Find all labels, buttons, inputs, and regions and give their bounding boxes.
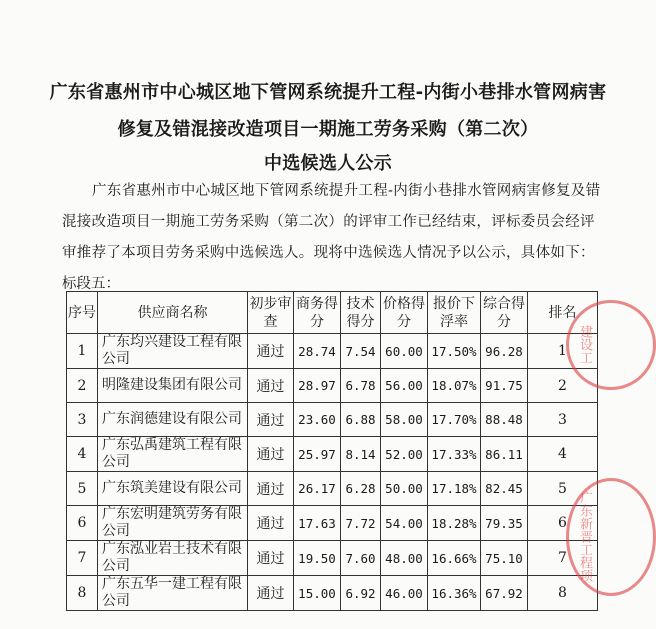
table-row: [67, 403, 598, 437]
preliminary-review-cell: 通过: [248, 576, 294, 611]
discount-rate-cell: 16.36%: [428, 576, 481, 611]
total-score-cell: 79.35: [481, 506, 528, 541]
technical-score-cell: 7.60: [341, 541, 381, 576]
seal-stamp-2: [566, 478, 656, 596]
table-row: [67, 576, 598, 611]
technical-score-cell: 6.78: [341, 369, 381, 403]
title-line-2: 修复及错混接改造项目一期施工劳务采购（第二次）: [117, 119, 539, 140]
column-header: 价格得分: [381, 292, 428, 334]
price-score-cell: 54.00: [381, 506, 428, 541]
price-score-cell: 46.00: [381, 576, 428, 611]
header-row: [67, 292, 598, 334]
column-header: 排名: [528, 292, 598, 334]
total-score-cell: 86.11: [481, 437, 528, 472]
supplier-name-cell: 明隆建设集团有限公司: [98, 369, 248, 403]
technical-score-cell: 6.28: [341, 472, 381, 506]
business-score-cell: 28.74: [294, 334, 341, 369]
table-row: [67, 541, 598, 576]
price-score-cell: 48.00: [381, 541, 428, 576]
table-row: [67, 472, 598, 506]
rank-cell: 8: [528, 576, 598, 611]
total-score-cell: 88.48: [481, 403, 528, 437]
column-header: 序号: [67, 292, 98, 334]
price-score-cell: 56.00: [381, 369, 428, 403]
supplier-name-cell: 广东均兴建设工程有限公司: [98, 334, 248, 369]
business-score-cell: 26.17: [294, 472, 341, 506]
segment-label: 标段五：: [62, 276, 120, 292]
table-row: [67, 334, 598, 369]
total-score-cell: 96.28: [481, 334, 528, 369]
preliminary-review-cell: 通过: [248, 437, 294, 472]
total-score-cell: 82.45: [481, 472, 528, 506]
discount-rate-cell: 16.66%: [428, 541, 481, 576]
discount-rate-cell: 18.07%: [428, 369, 481, 403]
supplier-name-cell: 广东弘禹建筑工程有限公司: [98, 437, 248, 472]
supplier-name-cell: 广东筑美建设有限公司: [98, 472, 248, 506]
table-row: [67, 369, 598, 403]
technical-score-cell: 7.54: [341, 334, 381, 369]
seal-stamp-1: [566, 300, 656, 390]
seq-cell: 8: [67, 576, 98, 611]
supplier-name-cell: 广东宏明建筑劳务有限公司: [98, 506, 248, 541]
column-header: 供应商名称: [98, 292, 248, 334]
seq-cell: 1: [67, 334, 98, 369]
seq-cell: 4: [67, 437, 98, 472]
preliminary-review-cell: 通过: [248, 369, 294, 403]
rank-cell: 6: [528, 506, 598, 541]
column-header: 综合得分: [481, 292, 528, 334]
business-score-cell: 19.50: [294, 541, 341, 576]
seq-cell: 2: [67, 369, 98, 403]
price-score-cell: 50.00: [381, 472, 428, 506]
seal-text: 广东新晋工程项: [577, 491, 592, 582]
price-score-cell: 60.00: [381, 334, 428, 369]
column-header: 商务得分: [294, 292, 341, 334]
preliminary-review-cell: 通过: [248, 334, 294, 369]
discount-rate-cell: 18.28%: [428, 506, 481, 541]
column-header: 技术得分: [341, 292, 381, 334]
technical-score-cell: 6.88: [341, 403, 381, 437]
rank-cell: 1: [528, 334, 598, 369]
rank-cell: 2: [528, 369, 598, 403]
business-score-cell: 23.60: [294, 403, 341, 437]
supplier-name-cell: 广东泓业岩土技术有限公司: [98, 541, 248, 576]
preliminary-review-cell: 通过: [248, 506, 294, 541]
total-score-cell: 67.92: [481, 576, 528, 611]
technical-score-cell: 6.92: [341, 576, 381, 611]
total-score-cell: 75.10: [481, 541, 528, 576]
candidate-table: [66, 291, 598, 611]
seq-cell: 5: [67, 472, 98, 506]
discount-rate-cell: 17.70%: [428, 403, 481, 437]
business-score-cell: 17.63: [294, 506, 341, 541]
table-row: [67, 506, 598, 541]
intro-paragraph: 广东省惠州市中心城区地下管网系统提升工程-内街小巷排水管网病害修复及错混接改造项目一期施工劳务采购（第二次）的评审工作已经结束，评标委员会经评审推荐了本项目劳务采购中选候选人。现将中选候选人情况予以公示，具体如下：: [62, 183, 601, 261]
preliminary-review-cell: 通过: [248, 541, 294, 576]
supplier-name-cell: 广东润德建设有限公司: [98, 403, 248, 437]
title-line-1: 广东省惠州市中心城区地下管网系统提升工程-内街小巷排水管网病害: [49, 82, 607, 103]
total-score-cell: 91.75: [481, 369, 528, 403]
discount-rate-cell: 17.33%: [428, 437, 481, 472]
table-row: [67, 437, 598, 472]
price-score-cell: 58.00: [381, 403, 428, 437]
discount-rate-cell: 17.18%: [428, 472, 481, 506]
seal-text: 建设工: [577, 325, 592, 364]
rank-cell: 3: [528, 403, 598, 437]
rank-cell: 5: [528, 472, 598, 506]
rank-cell: 7: [528, 541, 598, 576]
technical-score-cell: 8.14: [341, 437, 381, 472]
rank-cell: 4: [528, 437, 598, 472]
business-score-cell: 15.00: [294, 576, 341, 611]
seq-cell: 6: [67, 506, 98, 541]
discount-rate-cell: 17.50%: [428, 334, 481, 369]
column-header: 报价下浮率: [428, 292, 481, 334]
business-score-cell: 25.97: [294, 437, 341, 472]
price-score-cell: 52.00: [381, 437, 428, 472]
preliminary-review-cell: 通过: [248, 472, 294, 506]
seq-cell: 3: [67, 403, 98, 437]
column-header: 初步审查: [248, 292, 294, 334]
supplier-name-cell: 广东五华一建工程有限公司: [98, 576, 248, 611]
business-score-cell: 28.97: [294, 369, 341, 403]
seq-cell: 7: [67, 541, 98, 576]
title-line-3: 中选候选人公示: [263, 153, 393, 174]
preliminary-review-cell: 通过: [248, 403, 294, 437]
technical-score-cell: 7.72: [341, 506, 381, 541]
